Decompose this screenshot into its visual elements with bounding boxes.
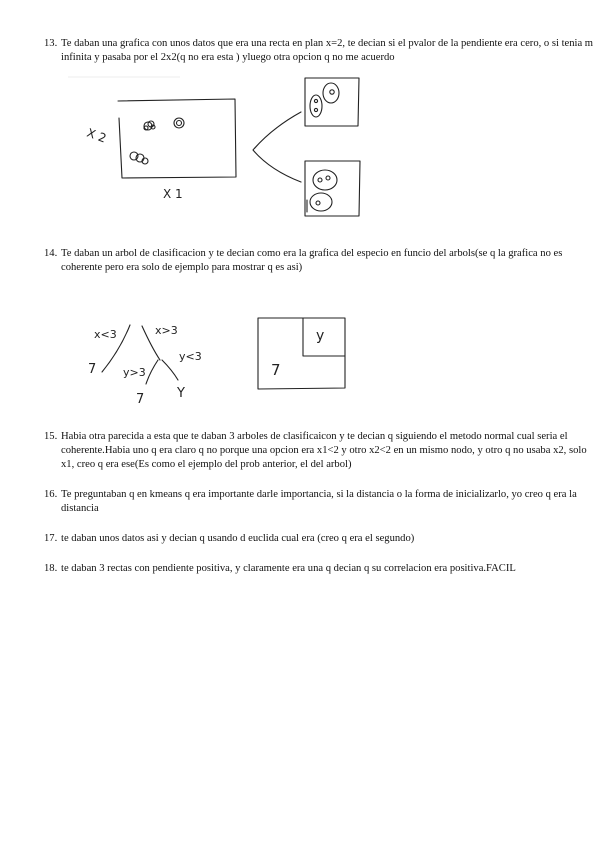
question-18 bbox=[44, 562, 596, 576]
tree-branch-mid-right bbox=[162, 360, 178, 380]
x-axis-label: X 1 bbox=[163, 187, 183, 201]
mid-right-label: y<3 bbox=[179, 350, 202, 363]
question-15 bbox=[44, 430, 596, 472]
leaf-y-label: Y bbox=[177, 386, 185, 401]
question-number: 14. bbox=[44, 248, 58, 259]
tree-branch-mid-left bbox=[146, 360, 158, 384]
question-text: te daban 3 rectas con pendiente positiva, y claramente era una q decian q su correlacion era positiva.FACIL bbox=[61, 563, 516, 574]
question-number: 18. bbox=[44, 563, 58, 574]
mid-left-label: y>3 bbox=[123, 366, 146, 379]
question-17 bbox=[44, 532, 596, 546]
region-y-label: y bbox=[316, 328, 325, 344]
question-text: Te daban una grafica con unos datos que era una recta en plan x=2, te decian si el pvalor de la pendiente era cero, o si tenia m infinita y pasaba por el 2x2(q no era esta ) yluego otra opcion q no me acuerdo bbox=[61, 38, 594, 63]
question-text: Te daban un arbol de clasificacion y te decian como era la grafica del especio en funcio del arbols(se q la grafica no es coherente pero era solo de ejemplo para mostrar q es asi) bbox=[61, 248, 563, 273]
leaf-7-label: 7 bbox=[136, 392, 145, 407]
root-right-label: x>3 bbox=[155, 324, 178, 337]
question-text: Habia otra parecida a esta que te daban 3 arboles de clasificaicon y te decian q siguiendo el metodo normal cual seria el coherente.Habia uno q era claro q no porque una opcion era x1<2 y otro x2<2 en un mismo nodo, y otro q no usaba x2, solo x1, creo q era ese(Es como el ejemplo del prob anterior, el del arbol) bbox=[61, 431, 587, 470]
left-leaf-label: 7 bbox=[88, 362, 97, 377]
question-number: 13. bbox=[44, 38, 58, 49]
y-axis-label: X 2 bbox=[84, 125, 109, 146]
question-16 bbox=[44, 488, 596, 516]
root-left-label: x<3 bbox=[94, 328, 117, 341]
question-text: te daban unos datos asi y decian q usando d euclida cual era (creo q era el segundo) bbox=[61, 533, 415, 544]
region-7-label: 7 bbox=[271, 361, 281, 379]
question-number: 16. bbox=[44, 489, 58, 500]
question-number: 15. bbox=[44, 431, 58, 442]
question-text: Te preguntaban q en kmeans q era importante darle importancia, si la distancia o la forma de inicializarlo, yo creo q era la distancia bbox=[61, 489, 577, 514]
question-number: 17. bbox=[44, 533, 58, 544]
